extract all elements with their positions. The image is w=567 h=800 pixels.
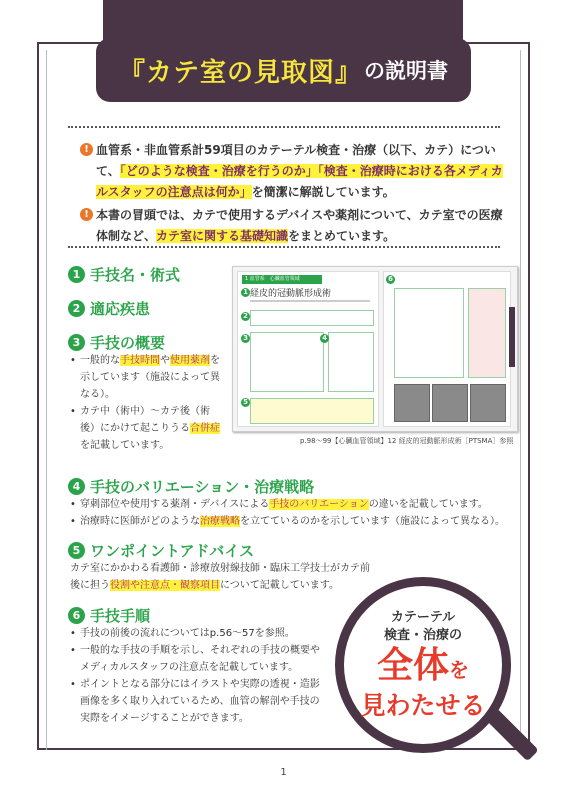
preview-left-page xyxy=(237,271,379,427)
section-4-list xyxy=(70,496,510,530)
section-title-5: ワンポイントアドバイス xyxy=(90,542,255,560)
exclamation-icon: ! xyxy=(80,208,93,221)
preview-marker-2: 2 xyxy=(241,312,250,321)
section-title-4: 手技のバリエーション・治療戦略 xyxy=(90,478,315,496)
section-title-3: 手技の概要 xyxy=(90,334,166,352)
section-title-6: 手技手順 xyxy=(90,607,151,625)
title-suffix: の説明書 xyxy=(364,59,448,83)
section-5-body: カテ室にかかわる看護師・診療放射線技師・臨床工学技士がカテ前後に担う役割や注意点・観察項目について記載しています。 xyxy=(70,563,370,591)
sample-page-preview xyxy=(232,266,518,432)
preview-title: 経皮的冠動脈形成術 xyxy=(250,289,332,299)
preview-right-page xyxy=(383,271,511,427)
preview-header: 1 血管系 心臓血管領域 xyxy=(242,275,322,284)
section-number-2: 2 xyxy=(68,300,85,317)
list-item: • 治療時に医師がどのような治療戦略を立てているのかを示しています（施設によって異なる）。 xyxy=(70,513,510,530)
intro-1-text: 血管系・非血管系計59項目のカテーテル検査・治療（以下、カテ）について、 xyxy=(96,143,496,178)
preview-marker-4: 4 xyxy=(320,334,329,343)
magnifier-badge xyxy=(335,577,525,767)
section-number-1: 1 xyxy=(68,266,85,283)
exclamation-icon: ! xyxy=(80,143,93,156)
badge-line-2: 検査・治療の xyxy=(383,628,462,643)
page-title xyxy=(96,38,471,102)
divider-mid xyxy=(68,246,500,248)
page-number: 1 xyxy=(280,767,287,778)
intro-para-2 xyxy=(80,205,505,247)
intro-2-tail: をまとめています。 xyxy=(288,229,396,243)
section-6-heading xyxy=(68,605,150,626)
intro-2-text: 本書の冒頭では、カテで使用するデバイスや薬剤について、カテ室での医療体制など、 xyxy=(96,208,503,243)
section-3-list xyxy=(70,352,220,454)
section-3-heading xyxy=(68,332,165,353)
section-1-heading xyxy=(68,264,180,285)
intro-1-tail: を簡潔に解説しています。 xyxy=(251,185,395,199)
preview-marker-1: 1 xyxy=(241,288,250,297)
list-item: • 一般的な手技時間や使用薬剤を示しています（施設によって異なる）。 xyxy=(70,352,220,403)
section-title-2: 適応疾患 xyxy=(90,300,151,318)
section-number-4: 4 xyxy=(68,478,85,495)
list-item: • 一般的な手技の手順を示し、それぞれの手技の概要やメディカルスタッフの注意点を記載しています。 xyxy=(70,642,328,676)
section-2-heading xyxy=(68,298,150,319)
list-item: • カテ中（術中）〜カテ後（術後）にかけて起こりうる合併症を記載しています。 xyxy=(70,403,220,454)
badge-line-1: カテーテル xyxy=(390,610,456,625)
badge-last-line: 見わたせる xyxy=(360,691,486,720)
magnifier-lens-icon xyxy=(335,577,511,753)
preview-caption: p.98〜99【心臓血管領域】12 経皮的冠動脈形成術［PTSMA］参照 xyxy=(300,437,514,445)
preview-marker-3: 3 xyxy=(241,334,250,343)
preview-index-tab xyxy=(509,307,515,367)
section-number-3: 3 xyxy=(68,334,85,351)
intro-para-1 xyxy=(80,140,505,203)
list-item: • 穿刺部位や使用する薬剤・デバイスによる手技のバリエーションの違いを記載しています。 xyxy=(70,496,510,513)
divider-top xyxy=(68,126,500,128)
section-title-1: 手技名・術式 xyxy=(90,266,181,284)
list-item: • ポイントとなる部分にはイラストや実際の透視・造影画像を多く取り入れているため、血管の解剖や手技の実際をイメージすることができます。 xyxy=(70,676,328,727)
list-item: • 手技の前後の流れについてはp.56〜57を参照。 xyxy=(70,625,328,642)
section-5-heading xyxy=(68,540,254,561)
preview-marker-6: 6 xyxy=(386,275,395,284)
section-number-6: 6 xyxy=(68,607,85,624)
section-4-heading xyxy=(68,476,314,497)
section-number-5: 5 xyxy=(68,542,85,559)
section-6-list xyxy=(70,625,328,727)
badge-big-line: 全体を xyxy=(376,645,469,686)
intro xyxy=(80,140,505,247)
preview-marker-5: 5 xyxy=(241,398,250,407)
title-main: 『カテ室の見取図』 xyxy=(118,57,362,88)
intro-2-highlight: カテ室に関する基礎知識 xyxy=(156,229,289,243)
intro-1-highlight: 「どのような検査・治療を行うのか」「検査・治療時における各メディカルスタッフの注意点は何か」 xyxy=(96,164,503,199)
